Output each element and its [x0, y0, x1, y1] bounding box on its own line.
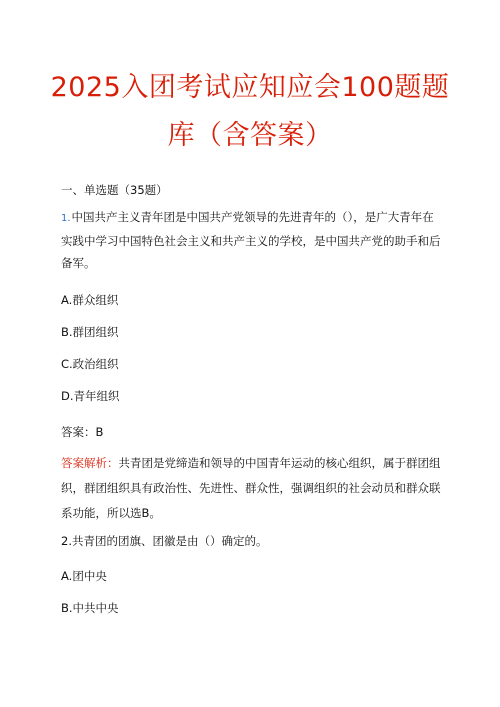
document-title-line1: 2025入团考试应知应会100题题 [50, 72, 450, 103]
option-c: C.政治组织 [61, 357, 119, 371]
analysis-label: 答案解析： [61, 456, 119, 470]
analysis-text: 共青团是党缔造和领导的中国青年运动的核心组织，属于群团组织，群团组织具有政治性、先进性、群众性，强调组织的社会动员和群众联系功能，所以选B。 [61, 456, 441, 520]
option-d: D.青年组织 [61, 389, 120, 403]
answer-line: 答案：B [61, 425, 104, 439]
section-heading: 一、单选题（35题） [61, 183, 168, 197]
q2-option-b: B.中共中央 [61, 601, 119, 615]
question-number: 1. [61, 213, 71, 224]
question-text: 中国共产主义青年团是中国共产党领导的先进青年的（），是广大青年在实践中学习中国特色社会主义和共产主义的学校，是中国共产党的助手和后备军。 [61, 210, 441, 270]
question-2: 2.共青团的团旗、团徽是由（）确定的。 [61, 534, 268, 548]
question-1 [61, 206, 441, 274]
document-title-line2: 库（含答案） [167, 120, 333, 151]
q2-option-a: A.团中央 [61, 569, 107, 583]
option-b: B.群团组织 [61, 325, 119, 339]
option-a: A.群众组织 [61, 293, 119, 307]
answer-analysis [61, 451, 441, 526]
